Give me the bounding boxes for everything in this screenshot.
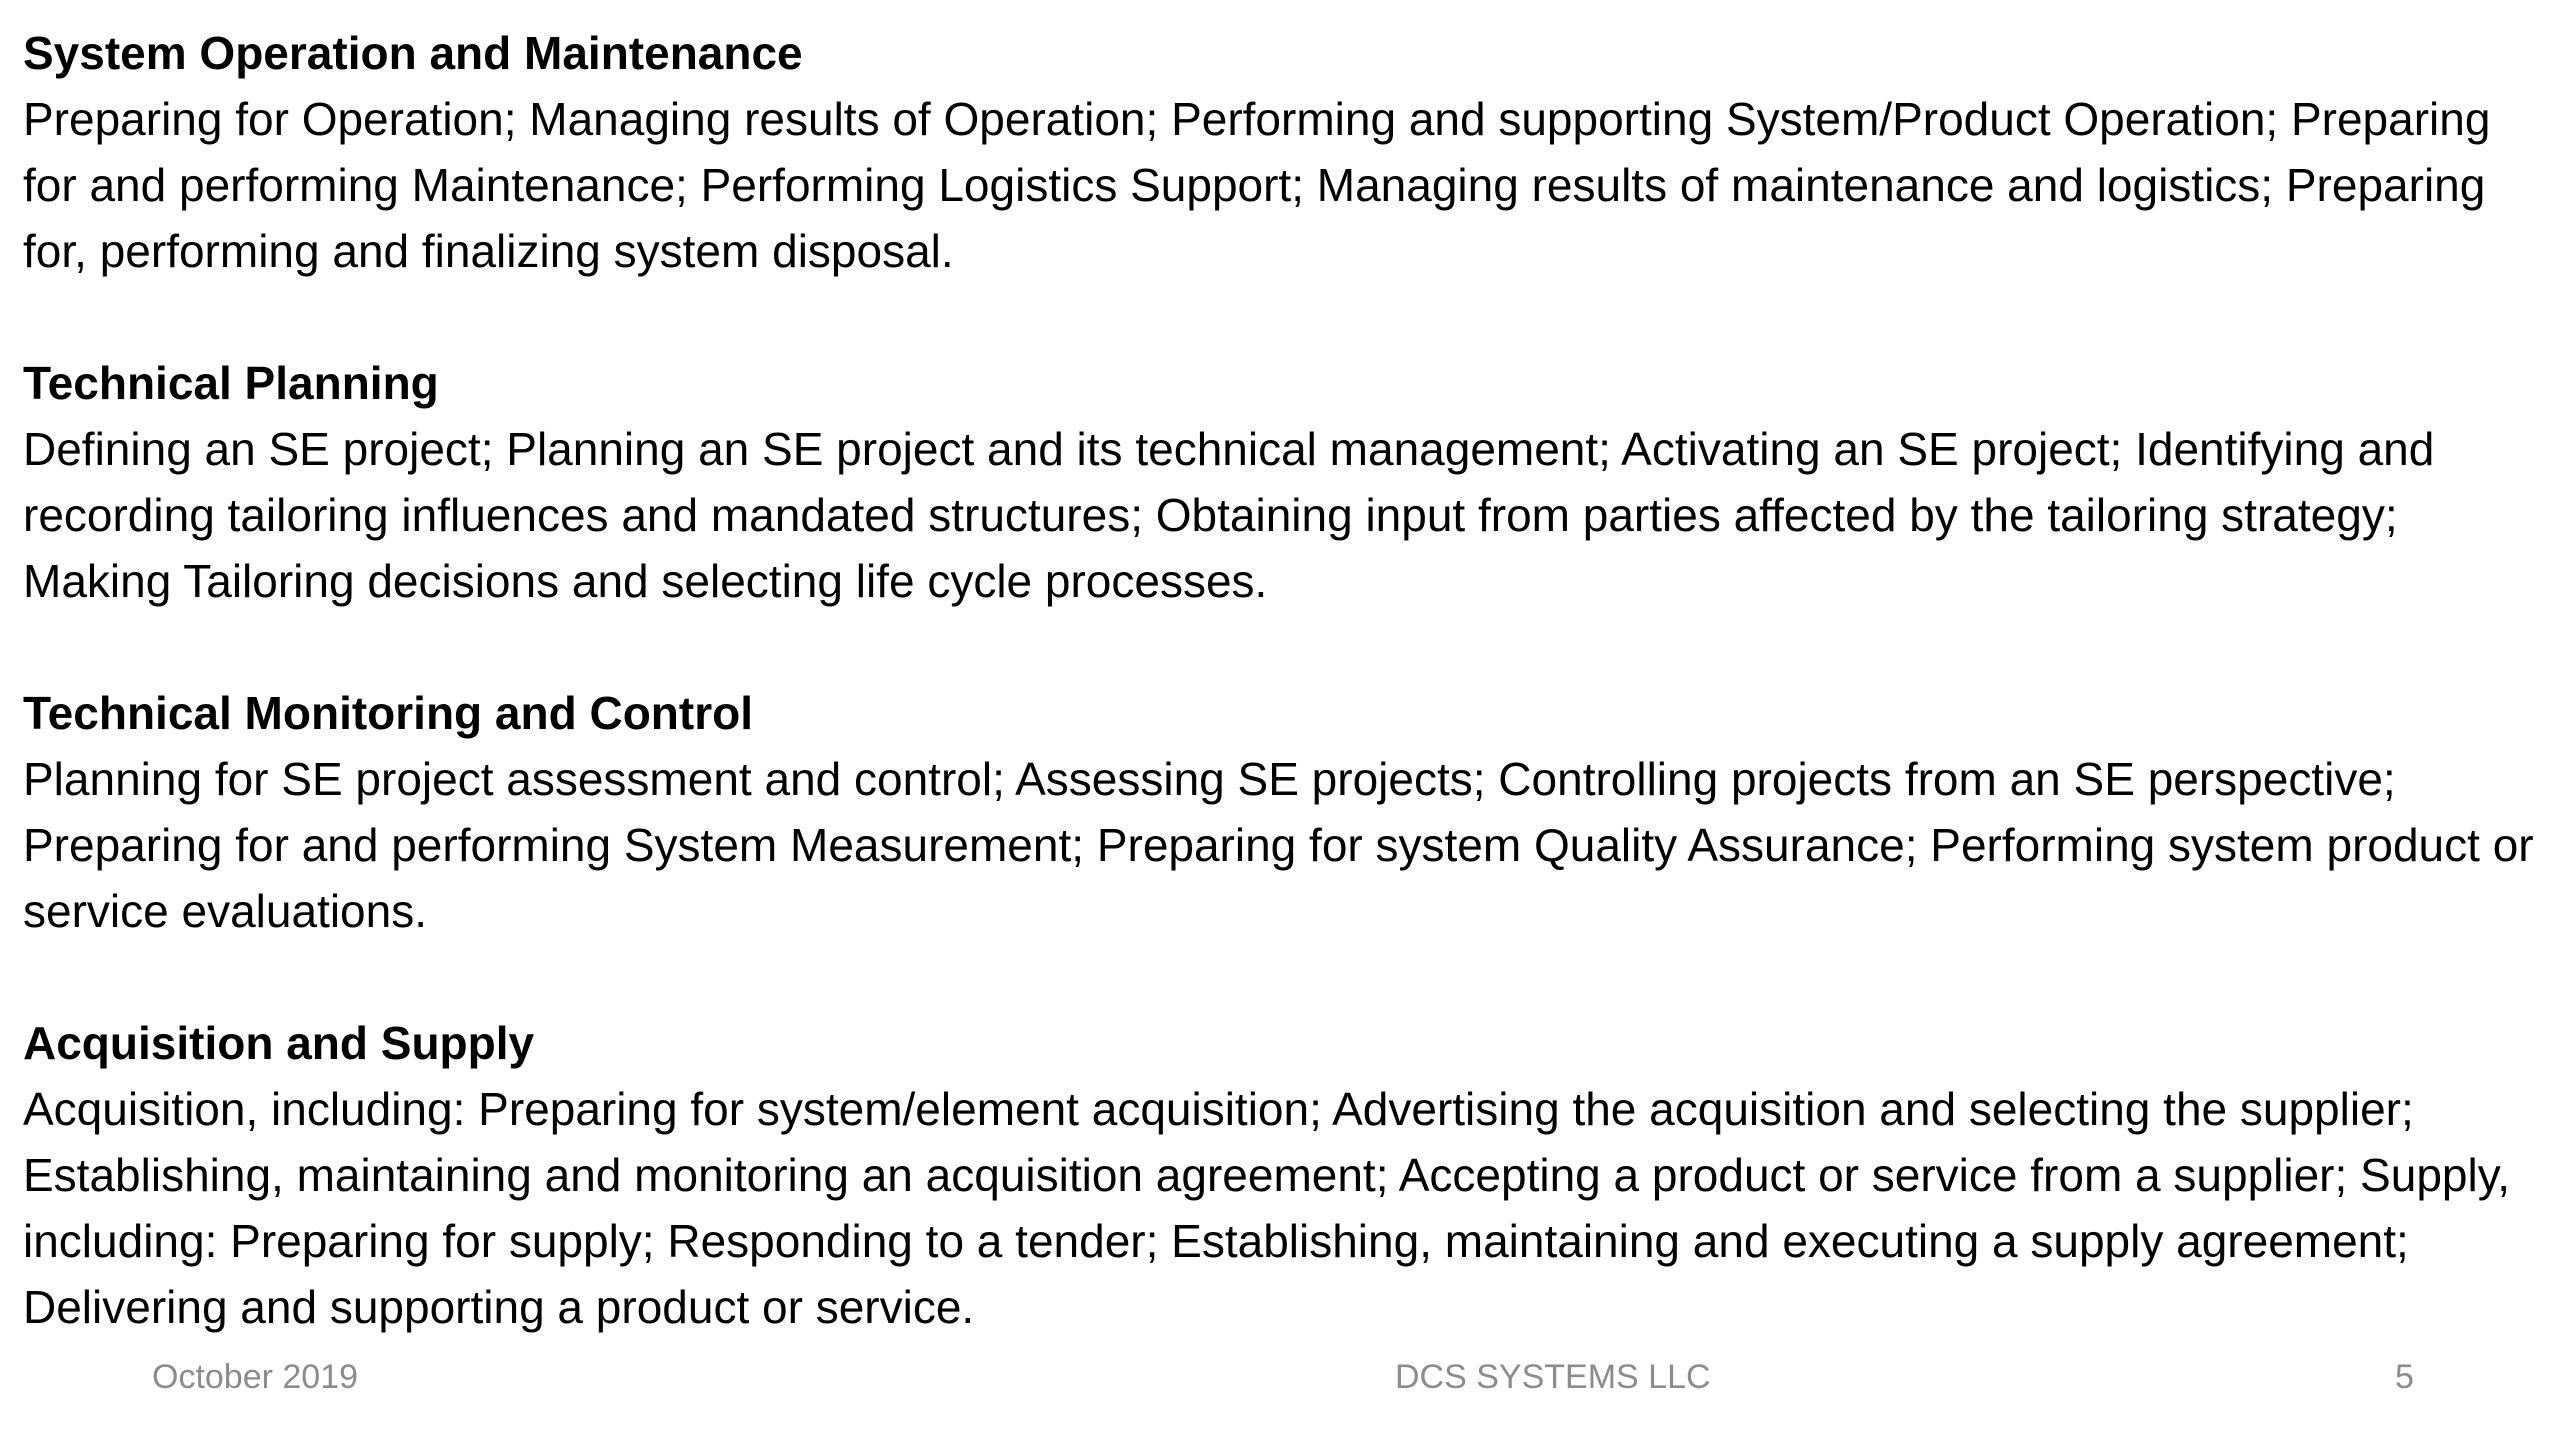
footer-page-number: 5 [2395,1358,2414,1396]
section-heading: Acquisition and Supply [23,1017,535,1069]
section-heading: Technical Planning [23,357,439,409]
section-system-operation-maintenance [23,20,2543,284]
slide-content [23,20,2543,1406]
section-body: Preparing for Operation; Managing results of Operation; Performing and supporting System/Product Operation; Preparing for and performing Maintenance; Performing Logistics Support; Managing results of maintenance and logistics; Preparing for, performing and finalizing system disposal. [23,93,2491,277]
section-heading: Technical Monitoring and Control [23,687,754,739]
section-body: Defining an SE project; Planning an SE project and its technical management; Activating an SE project; Identifying and recording tailoring influences and mandated structures; Obtaining input from parties affected by the tailoring strategy; Making Tailoring decisions and selecting life cycle processes. [23,423,2435,607]
section-body: Acquisition, including: Preparing for system/element acquisition; Advertising the acquisition and selecting the supplier; Establishing, maintaining and monitoring an acquisition agreement; Accepting a product or service from a supplier; Supply, including: Preparing for supply; Responding to a tender; Establishing, maintaining and executing a supply agreement; Delivering and supporting a product or service. [23,1083,2511,1333]
footer-company: DCS SYSTEMS LLC [1395,1358,1711,1396]
section-technical-planning [23,350,2543,614]
section-heading: System Operation and Maintenance [23,27,803,79]
section-acquisition-supply [23,1010,2543,1340]
section-body: Planning for SE project assessment and control; Assessing SE projects; Controlling projects from an SE perspective; Preparing for and performing System Measurement; Preparing for system Quality Assurance; Performing system product or service evaluations. [23,753,2534,937]
section-technical-monitoring-control [23,680,2543,944]
slide-footer [0,1358,2560,1408]
footer-date: October 2019 [152,1358,359,1396]
